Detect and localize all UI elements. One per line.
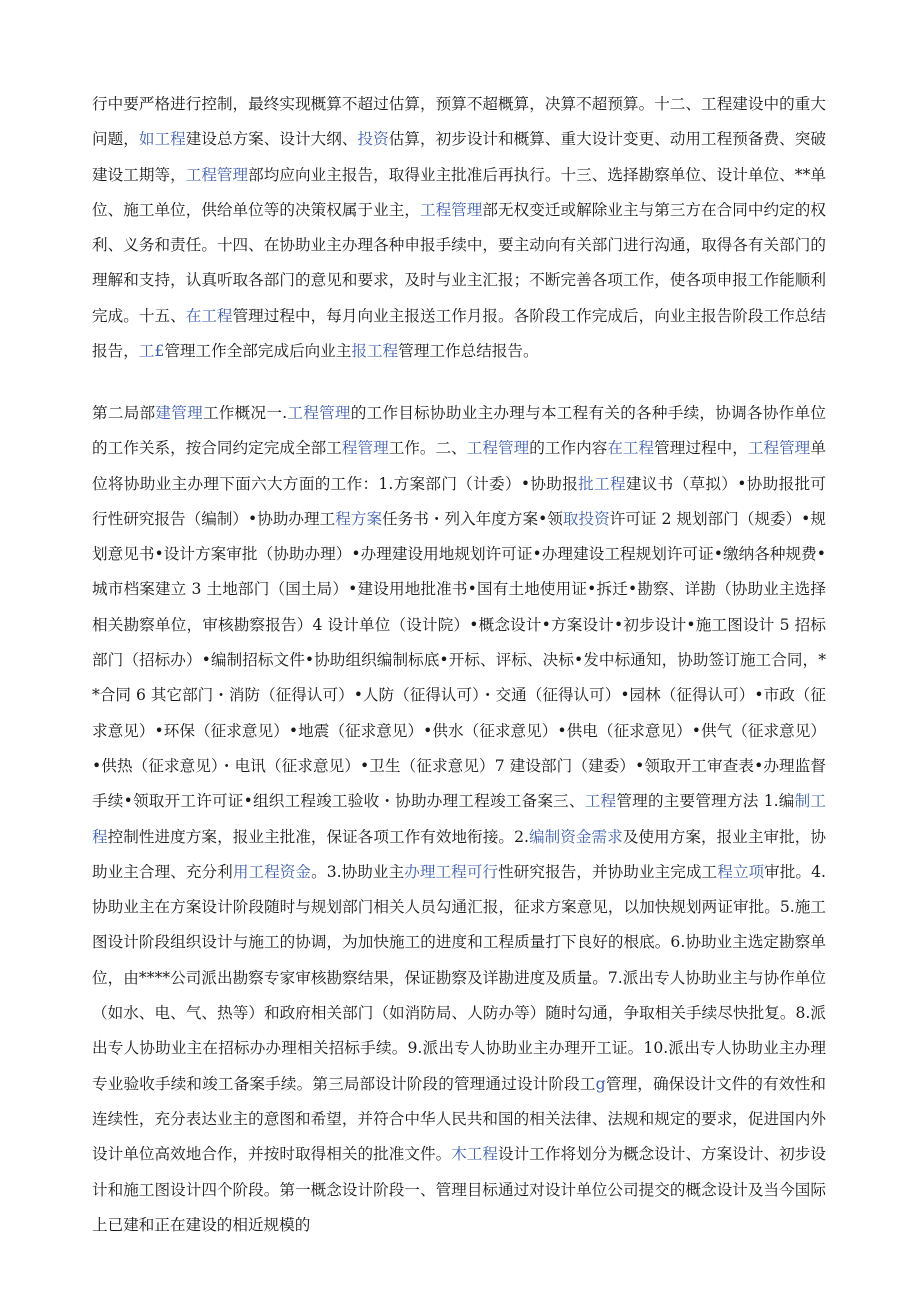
body-text: 审批。4.协助业主在方案设计阶段随时与规划部门相关人员勾通汇报，征求方案意见，以加快规划两证审批。5.施工图设计阶段组织设计与施工的协调，为加快施工的进度和工程质量打下良好的根底。6.协助业主选定勘察单位，由****公司派出勘察专家审核勘察结果，保证勘察及详勘进度及质量。7.派出专人协助业主与协作单位（如水、电、气、热等）和政府相关部门（如消防局、人防办等）随时勾通，争取相关手续尽快批复。8.派出专人协助业主在招标办办理相关招标手续。9.派出专人协助业主办理开工证。10.派出专人协助业主办理专业验收手续和竣工备案手续。第三局部设计阶段的管理通过设计阶段工 (92, 862, 826, 1093)
inline-link[interactable]: 建管理 (155, 404, 203, 422)
body-text: 性研究报告，并协助业主完成工 (498, 862, 718, 881)
inline-link[interactable]: 工程管理 (466, 439, 530, 458)
body-text: 部均应向业主报告，取得业主批准后再执行。十三、选择勘察单位、设计单位、**单位、施工单位，供给单位等的决策权属于业主， (92, 165, 826, 219)
body-text: 管理过程中， (654, 439, 748, 458)
body-text: 估算，初步设计和概算、重大设计变更、动用工程预备费、突破建设工期等， (92, 130, 826, 184)
inline-link[interactable]: 在工程 (607, 439, 655, 458)
body-text: 任务书・列入年度方案•领 (382, 509, 563, 528)
body-text: 单位将协助业主办理下面六大方面的工作：1.方案部门（计委）•协助报 (92, 439, 826, 493)
body-text: 的工作目标协助业主办理与本工程有关的各种手续，协调各协作单位的工作关系，按合同约定完成全部工 (92, 404, 826, 458)
body-text: 建设总方案、设计大纲、 (185, 130, 358, 149)
inline-link[interactable]: 办理工程可行 (404, 862, 499, 881)
body-text: 工作。二、 (388, 439, 467, 458)
body-text: 管理过程中，每月向业主报送工作月报。各阶段工作完成后，向业主报告阶段工作总结报告， (92, 306, 826, 361)
inline-link[interactable]: 投资 (357, 130, 389, 149)
body-text: 的工作内容 (529, 439, 608, 458)
body-text: 第二局部 (92, 404, 156, 422)
inline-link[interactable]: 如工程 (138, 130, 186, 149)
body-text: 建议书（草拟）•协助报批可行性研究报告（编制）•协助办理工 (92, 474, 826, 528)
body-text: 控制性进度方案，报业主批准，保证各项工作有效地衔接。2. (107, 827, 529, 846)
body-text: 。3.协助业主 (311, 862, 405, 881)
paragraph-section-two-three (92, 396, 826, 1243)
inline-link[interactable]: 工程管理 (419, 200, 483, 219)
inline-link[interactable]: 程管理 (341, 439, 389, 458)
body-text: 及使用方案，报业主审批，协助业主合理、充分利 (92, 827, 826, 881)
inline-link[interactable]: 工程 (584, 792, 617, 811)
body-text: 工作概况一. (202, 404, 288, 422)
inline-link[interactable]: 工程管理 (185, 165, 249, 184)
body-text: 管理工作总结报告。 (398, 342, 539, 361)
inline-link[interactable]: 制工程 (92, 792, 826, 846)
inline-link[interactable]: 程方案 (335, 509, 383, 528)
inline-link[interactable]: 用工程资金 (232, 862, 312, 881)
paragraph-management-rules (92, 87, 826, 369)
body-text: 设计工作将划分为概念设计、方案设计、初步设计和施工图设计四个阶段。第一概念设计阶段一、管理目标通过对设计单位公司提交的概念设计及当今国际上已建和正在建设的相近规模的 (92, 1145, 826, 1234)
inline-link[interactable]: 木工程 (451, 1145, 499, 1164)
inline-link[interactable]: 报工程 (351, 342, 399, 361)
body-text: 管理，确保设计文件的有效性和连续性，充分表达业主的意图和希望，并符合中华人民共和国的相关法律、法规和规定的要求，促进国内外设计单位高效地合作，并按时取得相关的批准文件。 (92, 1074, 826, 1164)
inline-link[interactable]: 在工程 (185, 306, 233, 325)
inline-link[interactable]: 编制资金需求 (528, 827, 623, 846)
inline-link[interactable]: 程立项 (717, 862, 765, 881)
inline-link[interactable]: 工£ (138, 342, 165, 361)
inline-link[interactable]: 工程管理 (747, 439, 811, 458)
inline-link[interactable]: 批工程 (578, 474, 626, 493)
inline-link[interactable]: g (595, 1074, 606, 1093)
inline-link[interactable]: 工程管理 (287, 404, 351, 422)
body-text: 管理工作全部完成后向业主 (164, 342, 352, 361)
body-text: 管理的主要管理方法 1.编 (616, 792, 795, 811)
inline-link[interactable]: 取投资 (562, 509, 610, 528)
body-text: 部无权变迁或解除业主与第三方在合同中约定的权利、义务和责任。十四、在协助业主办理各种申报手续中，要主动向有关部门进行沟通，取得各有关部门的理解和支持，认真听取各部门的意见和要求，及时与业主汇报；不断完善各项工作，使各项申报工作能顺利完成。十五、 (92, 200, 826, 325)
body-text: 行中要严格进行控制，最终实现概算不超过估算，预算不超概算，决算不超预算。十二、工程建设中的重大问题， (92, 95, 826, 149)
body-text: 许可证 2 规划部门（规委）•规划意见书•设计方案审批（协助办理）•办理建设用地规划许可证•办理建设工程规划许可证•缴纳各种规费•城市档案建立 3 土地部门（国土局）•建设用地批准书•国有土地使用证•拆迁•勘察、详勘（协助业主选择相关勘察单位，审核勘察报告）4 设计单位（设计院）•概念设计•方案设计•初步设计•施工图设计 5 招标部门（招标办）•编制招标文件•协助组织编制标底•开标、评标、决标•发中标通知，协助签订施工合同，**合同 6 其它部门・消防（征得认可）•人防（征得认可）・交通（征得认可）•园林（征得认可）•市政（征求意见）•环保（征求意见）•地震（征求意见）•供水（征求意见）•供电（征求意见）•供气（征求意见）•供热（征求意见）・电讯（征求意见）•卫生（征求意见）7 建设部门（建委）•领取开工审查表•办理监督手续•领取开工许可证•组织工程竣工验收・协助办理工程竣工备案三、 (92, 509, 826, 811)
